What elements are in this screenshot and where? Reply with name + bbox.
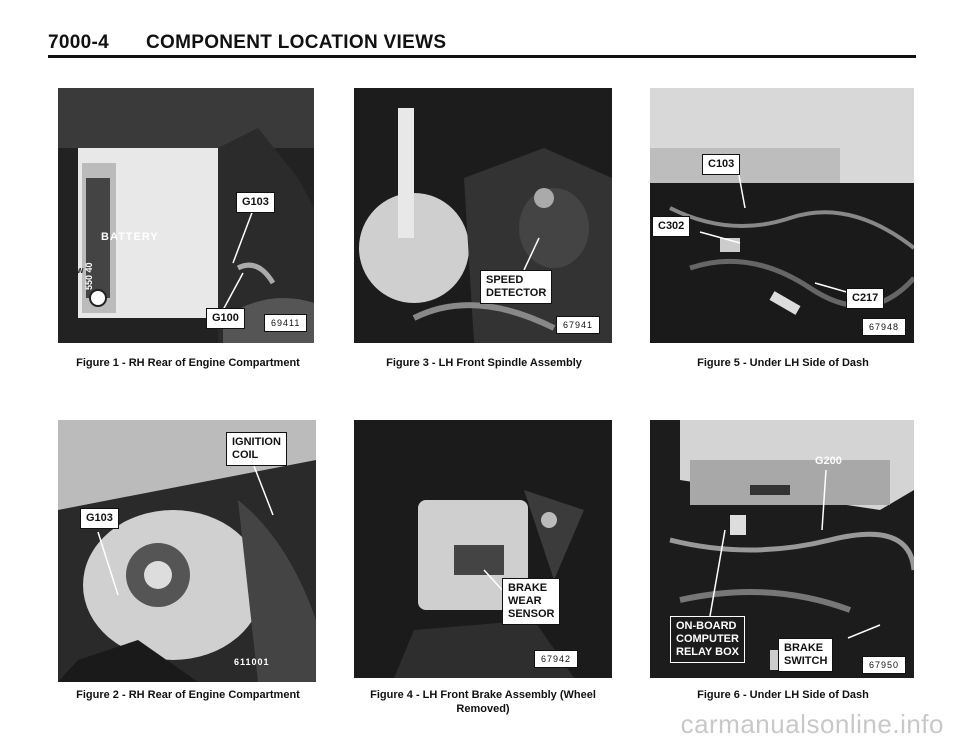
label-brake: BRAKE (508, 582, 548, 594)
page-number: 7000-4 (48, 32, 109, 53)
label-brake: BRAKE (784, 642, 824, 654)
label-detector: DETECTOR (486, 287, 547, 299)
label-computer: COMPUTER (676, 633, 739, 645)
header-rule (48, 55, 916, 58)
figure-1-caption: Figure 1 - RH Rear of Engine Compartment (76, 357, 300, 369)
label-on-board: ON-BOARD (676, 620, 737, 632)
label-battery: BATTERY (101, 231, 159, 243)
label-g200: G200 (815, 455, 842, 467)
label-c217: C217 (846, 288, 884, 309)
figure-4-caption (332, 688, 634, 716)
label-speed: SPEED (486, 274, 524, 286)
label-brake-switch (778, 638, 833, 672)
photo-id: 611001 (234, 657, 270, 667)
label-coil: COIL (232, 449, 259, 461)
figure-6-caption: Figure 6 - Under LH Side of Dash (697, 689, 869, 701)
battery-brand-text: BMW (66, 268, 84, 275)
figure-3-photo (354, 88, 612, 343)
battery-brand (66, 268, 84, 275)
label-g100: G100 (206, 308, 245, 329)
battery-decal (84, 210, 106, 290)
photo-id: 67950 (862, 656, 906, 674)
photo-id: 67948 (862, 318, 906, 336)
figure-2-photo (58, 420, 316, 682)
label-ignition: IGNITION (232, 436, 281, 448)
figure-5-photo (650, 88, 914, 343)
figure-5-caption: Figure 5 - Under LH Side of Dash (697, 357, 869, 369)
label-sensor: SENSOR (508, 608, 555, 620)
figure-3-caption: Figure 3 - LH Front Spindle Assembly (386, 357, 582, 369)
figure-4-image (354, 420, 612, 678)
photo-id: 67942 (534, 650, 578, 668)
figure-4-caption-line-1: Figure 4 - LH Front Brake Assembly (Wheel (370, 689, 596, 701)
photo-id: 67941 (556, 316, 600, 334)
label-relay-box: RELAY BOX (676, 646, 739, 658)
watermark: carmanualsonline.info (680, 709, 944, 739)
label-c103: C103 (702, 154, 740, 175)
label-on-board-computer-relay-box (670, 616, 745, 663)
figure-6-photo (650, 420, 914, 678)
figure-4-caption-line-2: Removed) (456, 703, 510, 715)
label-switch: SWITCH (784, 655, 828, 667)
label-g103: G103 (236, 192, 275, 213)
figure-3-image (354, 88, 612, 343)
label-brake-wear-sensor (502, 578, 560, 625)
label-g103: G103 (80, 508, 119, 529)
label-wear: WEAR (508, 595, 542, 607)
label-c302: C302 (652, 216, 690, 237)
figure-2-caption: Figure 2 - RH Rear of Engine Compartment (76, 689, 300, 701)
section-title: COMPONENT LOCATION VIEWS (146, 32, 447, 53)
photo-id: 69411 (264, 314, 307, 332)
page-header (48, 28, 916, 58)
label-speed-detector (480, 270, 552, 304)
battery-decal-line-1: 550 40 (84, 262, 94, 290)
label-ignition-coil (226, 432, 287, 466)
figure-4-photo (354, 420, 612, 678)
